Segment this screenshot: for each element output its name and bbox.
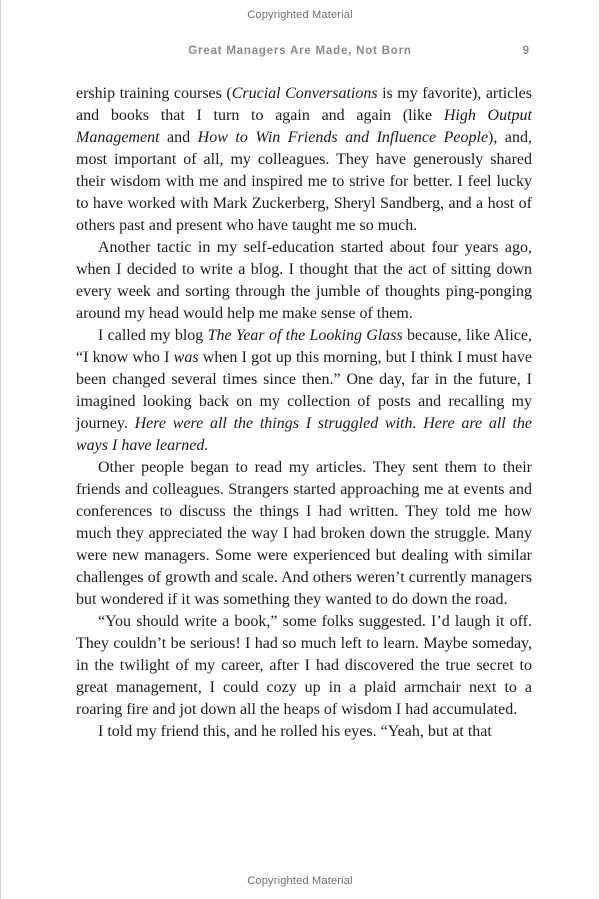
text-run: The Year of the Looking Glass (207, 327, 403, 344)
text-run: and (159, 129, 198, 146)
text-run: is my favorite), articles and books that I turn to again and again (like (76, 85, 533, 124)
paragraph-2 (76, 237, 532, 325)
paragraph-6 (76, 721, 532, 743)
text-run: “You should write a book,” some folks suggested. I’d laugh it off. They couldn’t be serious! I had so much left to learn. Maybe someday, in the twilight of my career, after I had discovered the true secret to great management, I could cozy up in a plaid armchair next to a roaring fire and jot down all the heaps of wisdom I had accumulated. (76, 613, 532, 718)
running-header-title: Great Managers Are Made, Not Born (188, 45, 412, 57)
text-run: Here were all the things I struggled with. Here are all the ways I have learned. (76, 415, 532, 454)
body-text (76, 83, 532, 743)
text-run: because, like Alice, “I know who I (76, 327, 532, 366)
text-run: High Output Management (76, 107, 532, 146)
paragraph-1 (76, 83, 532, 237)
text-run: I called my blog (98, 327, 208, 344)
running-header (1, 45, 599, 61)
text-run: Other people began to read my articles. They sent them to their friends and colleagues. Strangers started approaching me at events and conferences to discuss the things I had written. They told me how much they appreciated the way I had broken down the struggle. Many were new managers. Some were experienced but dealing with similar challenges of growth and scale. And others weren’t currently managers but wondered if it was something they wanted to do down the road. (76, 459, 532, 608)
text-run: Another tactic in my self-education started about four years ago, when I decided to write a blog. I thought that the act of sitting down every week and sorting through the jumble of thoughts ping-ponging around my head would help me make sense of them. (76, 239, 532, 322)
text-run: Crucial Conversations (231, 85, 378, 102)
text-run: was (173, 349, 199, 366)
page-number: 9 (522, 45, 529, 57)
copyright-notice-top: Copyrighted Material (247, 9, 353, 21)
paragraph-4 (76, 457, 532, 611)
text-run: How to Win Friends and Influence People (197, 129, 489, 146)
text-run: ), and, most important of all, my colleagues. They have generously shared their wisdom with me and inspired me to strive for better. I feel lucky to have worked with Mark Zuckerberg, Sheryl Sandberg, and a host of others past and present who have taught me so much. (76, 129, 532, 234)
paragraph-5 (76, 611, 532, 721)
paragraph-3 (76, 325, 532, 457)
copyright-notice-bottom: Copyrighted Material (247, 875, 353, 887)
text-run: I told my friend this, and he rolled his eyes. “Yeah, but at that (98, 723, 492, 740)
text-run: ership training courses ( (76, 85, 232, 102)
text-run: when I got up this morning, but I think I must have been changed several times since then.” One day, far in the future, I imagined looking back on my collection of posts and recalling my journey. (76, 349, 532, 432)
